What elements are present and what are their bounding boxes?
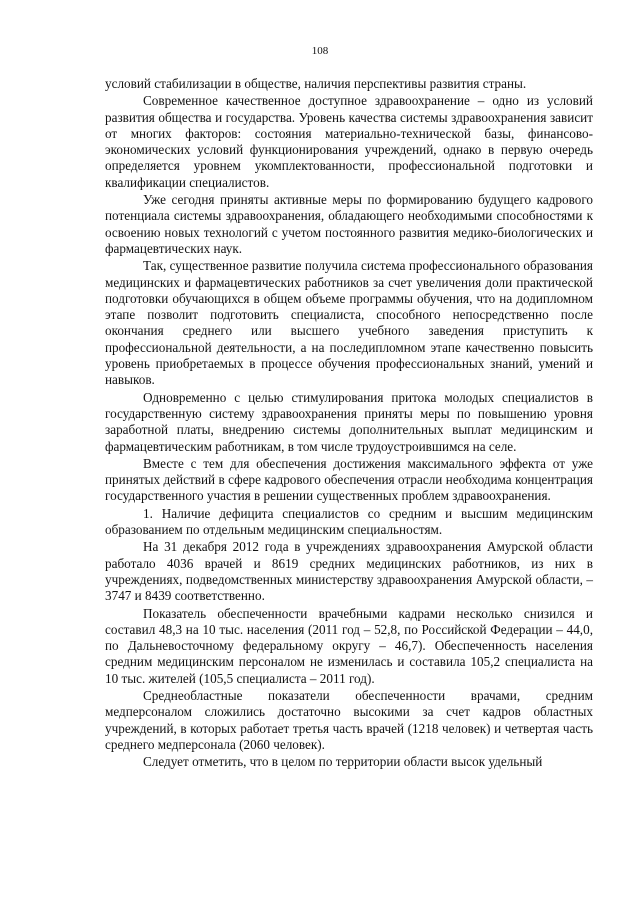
body-paragraph: условий стабилизации в обществе, наличия перспективы развития страны. (105, 76, 527, 91)
document-body (105, 76, 593, 770)
body-paragraph: На 31 декабря 2012 года в учреждениях здравоохранения Амурской области работало 4036 врачей и 8619 средних медицинских работников, из них в учреждениях, подведомственных министерству здравоохранения Амурской области, – 3747 и 8439 соответственно. (105, 539, 593, 604)
body-paragraph: Одновременно с целью стимулирования притока молодых специалистов в государственную систему здравоохранения приняты меры по повышению уровня заработной платы, внедрению системы дополнительных выплат медицинским и фармацевтическим работникам, в том числе трудоустроившимся на селе. (105, 389, 593, 454)
page-number: 108 (311, 45, 329, 57)
body-paragraph: Следует отметить, что в целом по территории области высок удельный (143, 754, 543, 770)
body-paragraph: 1. Наличие дефицита специалистов со средним и высшим медицинским образованием по отдельным медицинским специальностям. (105, 505, 593, 538)
body-paragraph: Среднеобластные показатели обеспеченности врачами, средним медперсоналом сложились достаточно высокими за счет кадров областных учреждений, в которых работает третья часть врачей (1218 человек) и четвертая часть среднего медперсонала (2060 человек). (105, 687, 593, 752)
body-paragraph: Показатель обеспеченности врачебными кадрами несколько снизился и составил 48,3 на 10 тыс. населения (2011 год – 52,8, по Российской Федерации – 44,0, по Дальневосточному федеральному округу – 46,7). Обеспеченность населения средним медицинским персоналом не изменилась и составила 105,2 специалиста на 10 тыс. жителей (105,5 специалиста – 2011 год). (105, 605, 593, 686)
body-paragraph: Современное качественное доступное здравоохранение – одно из условий развития общества и государства. Уровень качества системы здравоохранения зависит от многих факторов: состояния материально-технической базы, финансово-экономических условий функционирования учреждений, однако в первую очередь определяется уровнем укомплектованности, профессиональной подготовки и квалификации специалистов. (105, 93, 593, 190)
body-paragraph: Уже сегодня приняты активные меры по формированию будущего кадрового потенциала системы здравоохранения, обладающего необходимыми способностями к освоению новых технологий с учетом постоянного развития медико-биологических и фармацевтических наук. (105, 192, 593, 256)
body-paragraph: Вместе с тем для обеспечения достижения максимального эффекта от уже принятых действий в сфере кадрового обеспечения отрасли необходима концентрация государственного участия в решении существенных проблем здравоохранения. (105, 455, 593, 504)
body-paragraph: Так, существенное развитие получила система профессионального образования медицинских и фармацевтических работников за счет увеличения доли практической подготовки обучающихся в общем объеме программы обучения, что на додипломном этапе позволит подготовить специалиста, способного непосредственно после окончания среднего или высшего учебного заведения приступить к профессиональной деятельности, а на последипломном этапе качественно повысить уровень приобретаемых в процессе обучения профессиональных знаний, умений и навыков. (105, 258, 593, 388)
